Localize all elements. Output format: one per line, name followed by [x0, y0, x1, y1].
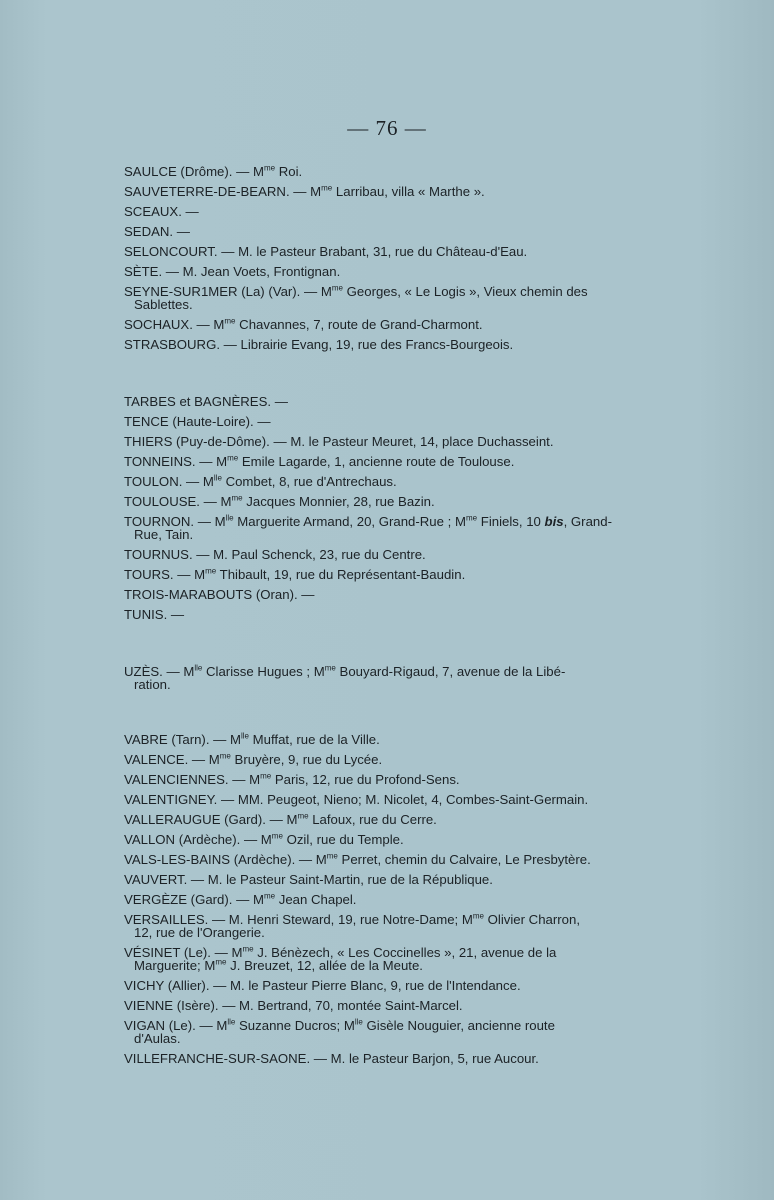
- listing-entry: TOULON. — $M^{lle}$ Combet, 8, rue d'Antrechaus.: [124, 473, 397, 489]
- listing-entry: VÉSINET (Le). — $M^{me}$ J. Bénèzech, « Les Coccinelles », 21, avenue de la Marguerite; $M^{me}$ J. Breuzet, 12, allée de la Meute.: [124, 943, 659, 976]
- listing-entry: VALENTIGNEY. — MM. Peugeot, Nieno; M. Nicolet, 4, Combes-Saint-Germain.: [124, 792, 589, 807]
- listing-entry: STRASBOURG. — Librairie Evang, 19, rue des Francs-Bourgeois.: [124, 337, 514, 352]
- listing-entry: VERSAILLES. — M. Henri Steward, 19, rue Notre-Dame; $M^{me}$ Olivier Charron, 12, rue de l'Orangerie.: [124, 910, 659, 943]
- listing-entry: VILLEFRANCHE-SUR-SAONE. — M. le Pasteur Barjon, 5, rue Aucour.: [124, 1051, 539, 1066]
- listing-entry: SÈTE. — M. Jean Voets, Frontignan.: [124, 264, 341, 279]
- address-listing: [124, 162, 659, 1069]
- listing-entry: SCEAUX. —: [124, 204, 199, 219]
- listing-entry-continuation: Sablettes.: [134, 297, 193, 312]
- listing-entry: TOURNON. — $M^{lle}$ Marguerite Armand, 20, Grand-Rue ; $M^{me}$ Finiels, 10 bis, Grand- Rue, Tain.: [124, 512, 659, 545]
- listing-entry: SAUVETERRE-DE-BEARN. — $M^{me}$ Larribau, villa « Marthe ».: [124, 183, 485, 199]
- listing-entry: SELONCOURT. — M. le Pasteur Brabant, 31, rue du Château-d'Eau.: [124, 244, 528, 259]
- listing-entry: TOURNUS. — M. Paul Schenck, 23, rue du Centre.: [124, 547, 426, 562]
- page-number: — 76 —: [347, 116, 427, 140]
- listing-entry-continuation: ration.: [134, 677, 171, 692]
- listing-entry-continuation: 12, rue de l'Orangerie.: [134, 925, 265, 940]
- listing-entry: TROIS-MARABOUTS (Oran). —: [124, 587, 315, 602]
- listing-entry: SEYNE-SUR1MER (La) (Var). — $M^{me}$ Georges, « Le Logis », Vieux chemin des Sablettes.: [124, 282, 659, 315]
- listing-section: [124, 662, 659, 695]
- listing-section: [124, 730, 659, 1069]
- listing-entry: UZÈS. — $M^{lle}$ Clarisse Hugues ; $M^{me}$ Bouyard-Rigaud, 7, avenue de la Libé- ration.: [124, 662, 659, 695]
- section-gap: [124, 625, 659, 662]
- listing-entry: SOCHAUX. — $M^{me}$ Chavannes, 7, route de Grand-Charmont.: [124, 316, 483, 332]
- listing-entry: VALLON (Ardèche). — $M^{me}$ Ozil, rue du Temple.: [124, 831, 404, 847]
- listing-entry: VALLERAUGUE (Gard). — $M^{me}$ Lafoux, rue du Cerre.: [124, 811, 437, 827]
- listing-entry: TONNEINS. — $M^{me}$ Emile Lagarde, 1, ancienne route de Toulouse.: [124, 453, 515, 469]
- listing-entry: VALENCIENNES. — $M^{me}$ Paris, 12, rue du Profond-Sens.: [124, 771, 460, 787]
- listing-entry: VERGÈZE (Gard). — $M^{me}$ Jean Chapel.: [124, 891, 357, 907]
- section-gap: [124, 695, 659, 730]
- listing-entry: VICHY (Allier). — M. le Pasteur Pierre Blanc, 9, rue de l'Intendance.: [124, 978, 521, 993]
- listing-entry: THIERS (Puy-de-Dôme). — M. le Pasteur Meuret, 14, place Duchasseint.: [124, 434, 554, 449]
- listing-entry: VAUVERT. — M. le Pasteur Saint-Martin, rue de la République.: [124, 872, 493, 887]
- listing-entry: VABRE (Tarn). — $M^{lle}$ Muffat, rue de la Ville.: [124, 731, 380, 747]
- listing-section: [124, 392, 659, 625]
- listing-entry: TUNIS. —: [124, 607, 185, 622]
- listing-entry: TENCE (Haute-Loire). —: [124, 414, 271, 429]
- listing-entry: TOURS. — $M^{me}$ Thibault, 19, rue du Représentant-Baudin.: [124, 566, 466, 582]
- listing-entry: SAULCE (Drôme). — $M^{me}$ Roi.: [124, 163, 303, 179]
- listing-entry: TARBES et BAGNÈRES. —: [124, 394, 288, 409]
- listing-entry-continuation: Rue, Tain.: [134, 527, 194, 542]
- listing-entry: TOULOUSE. — $M^{me}$ Jacques Monnier, 28, rue Bazin.: [124, 493, 435, 509]
- listing-section: [124, 162, 659, 355]
- listing-entry: VALS-LES-BAINS (Ardèche). — $M^{me}$ Perret, chemin du Calvaire, Le Presbytère.: [124, 851, 591, 867]
- listing-entry: VIENNE (Isère). — M. Bertrand, 70, montée Saint-Marcel.: [124, 998, 463, 1013]
- listing-entry: VALENCE. — $M^{me}$ Bruyère, 9, rue du Lycée.: [124, 751, 383, 767]
- listing-entry: VIGAN (Le). — $M^{lle}$ Suzanne Ducros; $M^{lle}$ Gisèle Nouguier, ancienne route d'Aulas.: [124, 1016, 659, 1049]
- listing-entry-continuation: d'Aulas.: [134, 1031, 181, 1046]
- listing-entry-continuation: Marguerite; $M^{me}$ J. Breuzet, 12, allée de la Meute.: [134, 957, 423, 973]
- section-gap: [124, 355, 659, 392]
- listing-entry: SEDAN. —: [124, 224, 190, 239]
